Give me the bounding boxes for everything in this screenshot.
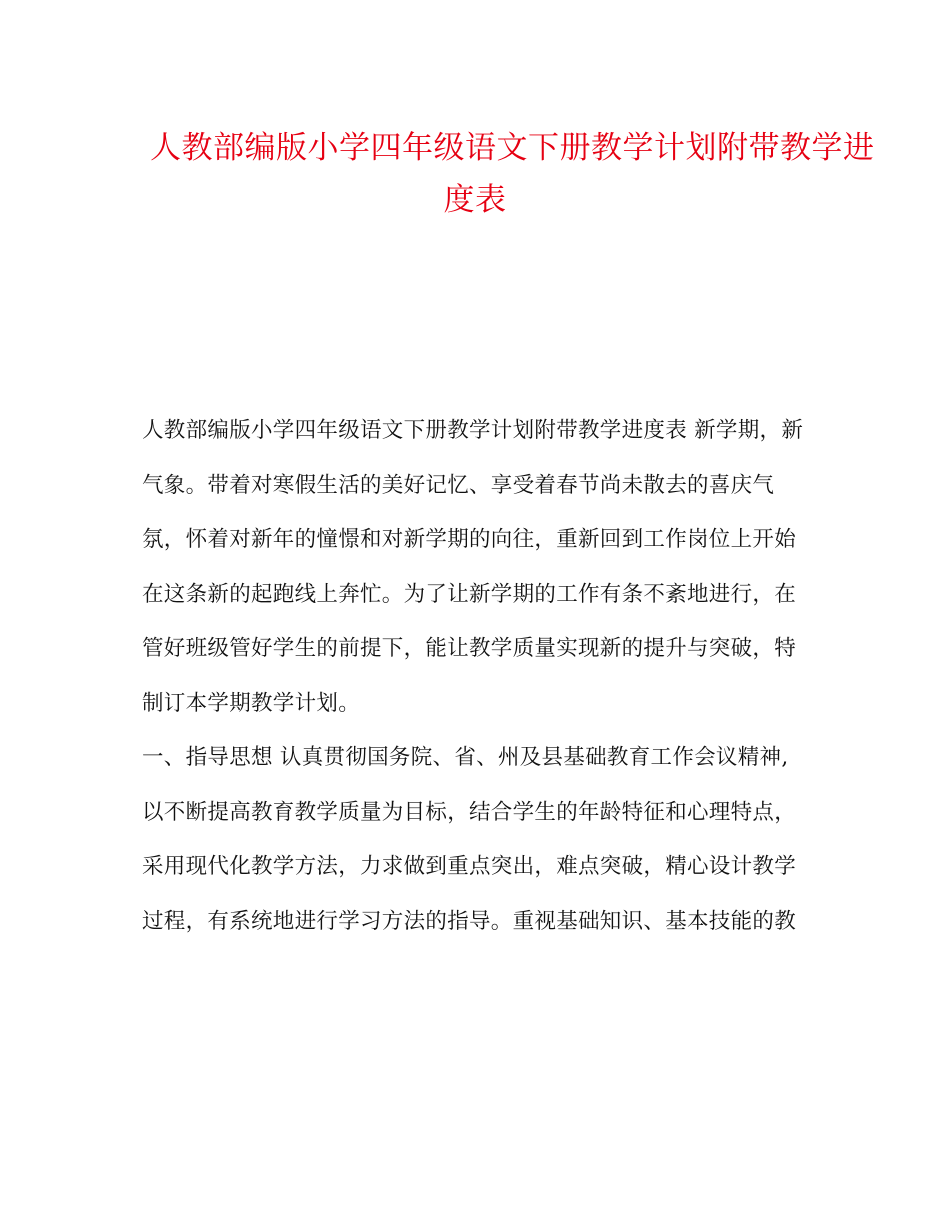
paragraph-guiding-ideology bbox=[142, 731, 822, 949]
paragraph-intro-line-1: 人教部编版小学四年级语文下册教学计划附带教学进度表 新学期，新 bbox=[142, 418, 804, 443]
paragraph-guiding-line-4: 过程，有系统地进行学习方法的指导。重视基础知识、基本技能的教 bbox=[142, 908, 797, 934]
paragraph-guiding-line-3: 采用现代化教学方法，力求做到重点突出，难点突破，精心设计教学 bbox=[142, 854, 797, 879]
paragraph-intro-line-5: 管好班级管好学生的前提下，能让教学质量实现新的提升与突破，特 bbox=[142, 636, 797, 661]
paragraph-intro-line-2: 气象。带着对寒假生活的美好记忆、享受着春节尚未散去的喜庆气 bbox=[142, 472, 775, 498]
document-title bbox=[150, 122, 875, 226]
paragraph-intro bbox=[142, 404, 822, 731]
paragraph-intro-line-3: 氛，怀着对新年的憧憬和对新学期的向往，重新回到工作岗位上开始 bbox=[142, 527, 797, 552]
paragraph-guiding-line-2: 以不断提高教育教学质量为目标，结合学生的年龄特征和心理特点， bbox=[142, 799, 797, 825]
paragraph-guiding-line-1: 一、指导思想 认真贯彻国务院、省、州及县基础教育工作会议精神, bbox=[142, 745, 789, 770]
document-body bbox=[142, 404, 822, 949]
paragraph-intro-line-4: 在这条新的起跑线上奔忙。为了让新学期的工作有条不紊地进行，在 bbox=[142, 581, 797, 607]
title-line-1: 人教部编版小学四年级语文下册教学计划附带教学进 bbox=[150, 130, 875, 166]
paragraph-intro-line-6: 制订本学期教学计划。 bbox=[142, 690, 361, 716]
title-line-2: 度表 bbox=[443, 182, 507, 218]
